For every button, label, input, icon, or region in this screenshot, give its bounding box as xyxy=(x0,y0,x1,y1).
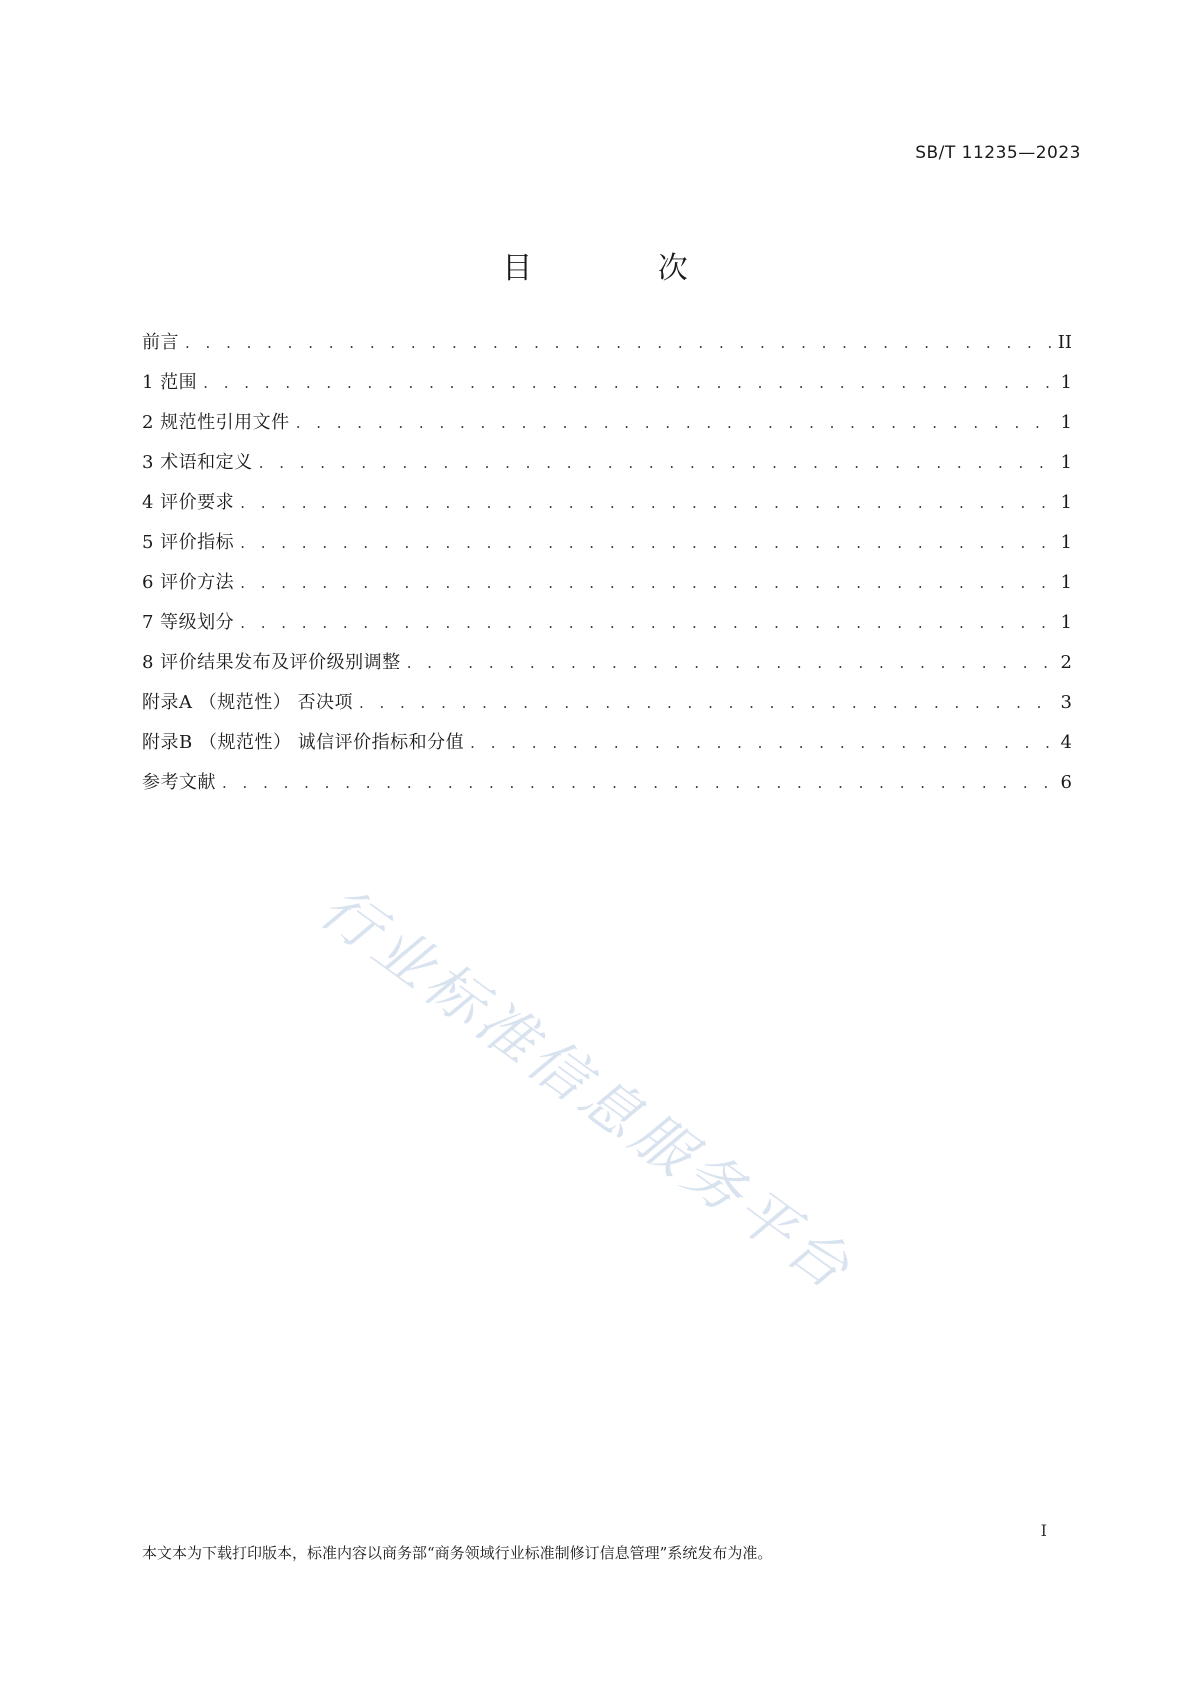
toc-entry-page: 3 xyxy=(1060,692,1072,713)
standard-code: SB/T 11235—2023 xyxy=(915,143,1081,163)
toc-dot-leader xyxy=(240,494,1052,512)
toc-entry-label: 2 规范性引用文件 xyxy=(142,412,290,433)
toc-entry-results-publication[interactable] xyxy=(142,648,1072,688)
toc-dot-leader xyxy=(470,734,1052,752)
footer-note: 本文本为下载打印版本，标准内容以商务部“商务领域行业标准制修订信息管理”系统发布为准。 xyxy=(142,1544,773,1562)
toc-dot-leader xyxy=(259,454,1052,472)
toc-entry-bibliography[interactable] xyxy=(142,768,1072,808)
toc-dot-leader xyxy=(240,574,1052,592)
toc-entry-evaluation-indicators[interactable] xyxy=(142,528,1072,568)
toc-entry-label: 参考文献 xyxy=(142,772,216,793)
toc-entry-label: 5 评价指标 xyxy=(142,532,235,553)
toc-entry-label: 6 评价方法 xyxy=(142,572,235,593)
toc-dot-leader xyxy=(359,694,1052,712)
table-of-contents xyxy=(142,328,1072,808)
toc-entry-evaluation-requirements[interactable] xyxy=(142,488,1072,528)
toc-entry-foreword[interactable] xyxy=(142,328,1072,368)
toc-entry-normative-references[interactable] xyxy=(142,408,1072,448)
toc-entry-label: 7 等级划分 xyxy=(142,612,235,633)
toc-dot-leader xyxy=(407,654,1052,672)
toc-entry-label: 3 术语和定义 xyxy=(142,452,253,473)
toc-entry-page: 1 xyxy=(1060,572,1072,593)
toc-entry-page: 6 xyxy=(1060,772,1072,793)
toc-entry-page: 2 xyxy=(1060,652,1072,673)
toc-entry-label: 1 范围 xyxy=(142,372,198,393)
toc-entry-page: 1 xyxy=(1060,492,1072,513)
toc-entry-page: 4 xyxy=(1060,732,1072,753)
toc-entry-page: 1 xyxy=(1060,412,1072,433)
toc-entry-label: 前言 xyxy=(142,332,179,353)
toc-entry-page: II xyxy=(1057,332,1072,353)
toc-entry-scope[interactable] xyxy=(142,368,1072,408)
toc-entry-label: 8 评价结果发布及评价级别调整 xyxy=(142,652,401,673)
toc-entry-label: 4 评价要求 xyxy=(142,492,235,513)
toc-title: 目 次 xyxy=(502,251,746,286)
watermark: 行业标准信息服务平台 xyxy=(308,873,866,1305)
toc-entry-annex-a[interactable] xyxy=(142,688,1072,728)
toc-dot-leader xyxy=(222,774,1052,792)
toc-dot-leader xyxy=(296,414,1052,432)
toc-entry-grade-classification[interactable] xyxy=(142,608,1072,648)
toc-entry-label: 附录A （规范性） 否决项 xyxy=(142,692,353,713)
toc-entry-page: 1 xyxy=(1060,452,1072,473)
toc-entry-label: 附录B （规范性） 诚信评价指标和分值 xyxy=(142,732,465,753)
toc-entry-page: 1 xyxy=(1060,372,1072,393)
page-number: I xyxy=(1040,1521,1047,1540)
toc-dot-leader xyxy=(203,374,1052,392)
toc-entry-page: 1 xyxy=(1060,612,1072,633)
toc-entry-evaluation-methods[interactable] xyxy=(142,568,1072,608)
toc-dot-leader xyxy=(185,334,1052,352)
toc-entry-terms-definitions[interactable] xyxy=(142,448,1072,488)
toc-entry-annex-b[interactable] xyxy=(142,728,1072,768)
toc-dot-leader xyxy=(240,534,1052,552)
toc-dot-leader xyxy=(240,614,1052,632)
toc-entry-page: 1 xyxy=(1060,532,1072,553)
